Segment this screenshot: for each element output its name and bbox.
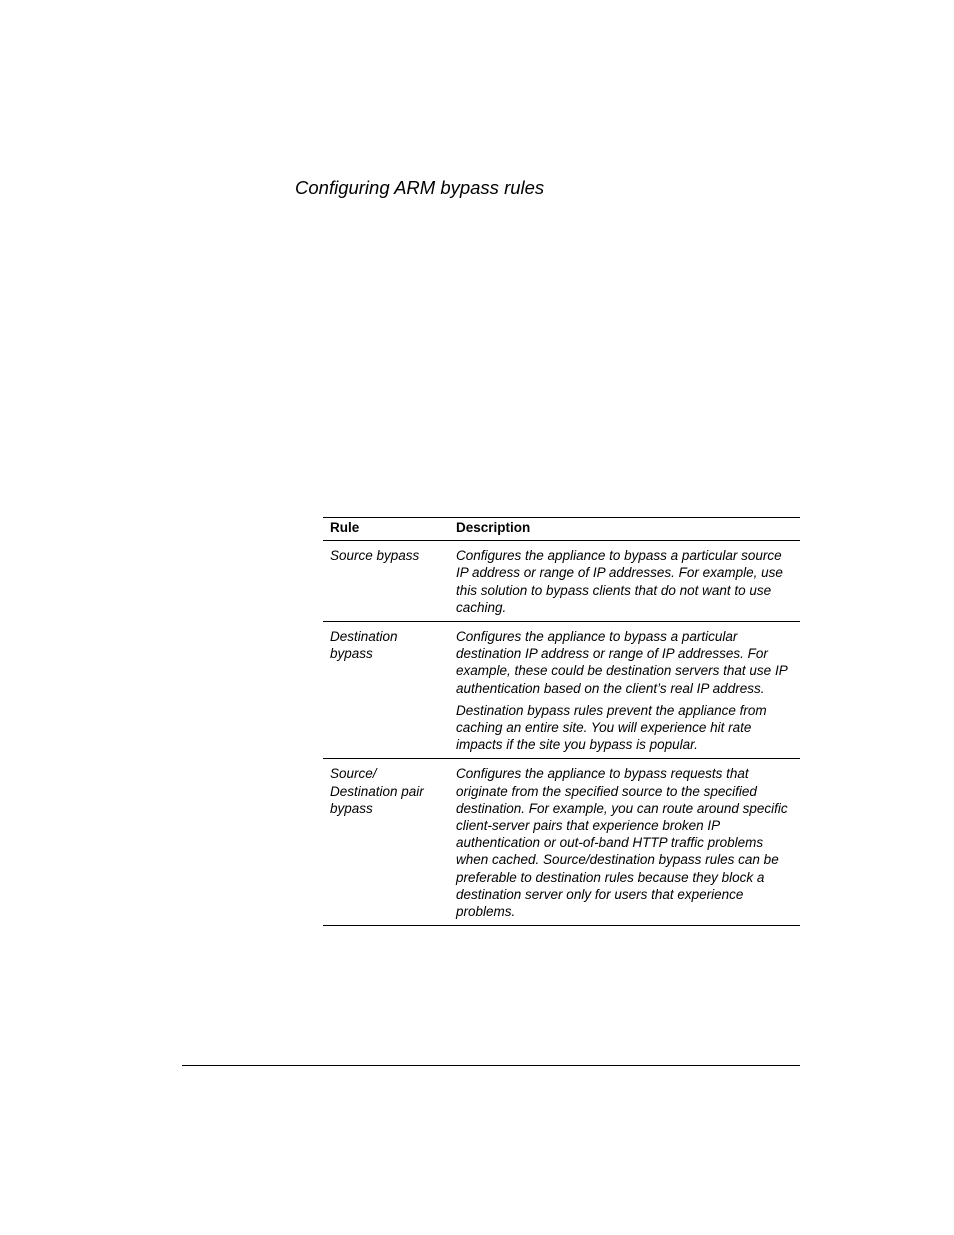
description-paragraph: Configures the appliance to bypass a particular source IP address or range of IP addresses. For example, use this solution to bypass clients that do not want to use caching. — [456, 548, 783, 615]
footer-divider — [182, 1065, 800, 1066]
section-heading: Configuring ARM bypass rules — [295, 177, 545, 198]
table-header-row — [323, 518, 800, 541]
rule-description-cell — [449, 541, 800, 622]
rule-name-cell: Destination bypass — [323, 622, 449, 759]
table-row-source-bypass — [323, 541, 800, 622]
description-paragraph: Configures the appliance to bypass a particular destination IP address or range of IP addresses. For example, these could be destination servers that use IP authentication based on the client’s real IP address. — [456, 629, 788, 696]
description-paragraph: Configures the appliance to bypass requests that originate from the specified source to the specified destination. For example, you can route around specific client-server pairs that experience broken IP authentication or out-of-band HTTP traffic problems when cached. Source/destination bypass rules can be preferable to destination rules because they block a destination server only for users that experience problems. — [456, 766, 788, 920]
description-paragraph: Destination bypass rules prevent the appliance from caching an entire site. You will experience hit rate impacts if the site you bypass is popular. — [456, 702, 767, 753]
bypass-rules-table — [323, 517, 800, 926]
column-header-rule: Rule — [323, 518, 449, 541]
table-row-destination-bypass — [323, 622, 800, 759]
rule-name-cell: Source/ Destination pair bypass — [323, 759, 449, 926]
column-header-description: Description — [449, 518, 800, 541]
rule-description-cell — [449, 622, 800, 759]
table-row-source-destination-pair-bypass — [323, 759, 800, 926]
rule-description-cell — [449, 759, 800, 926]
rule-name-cell: Source bypass — [323, 541, 449, 622]
